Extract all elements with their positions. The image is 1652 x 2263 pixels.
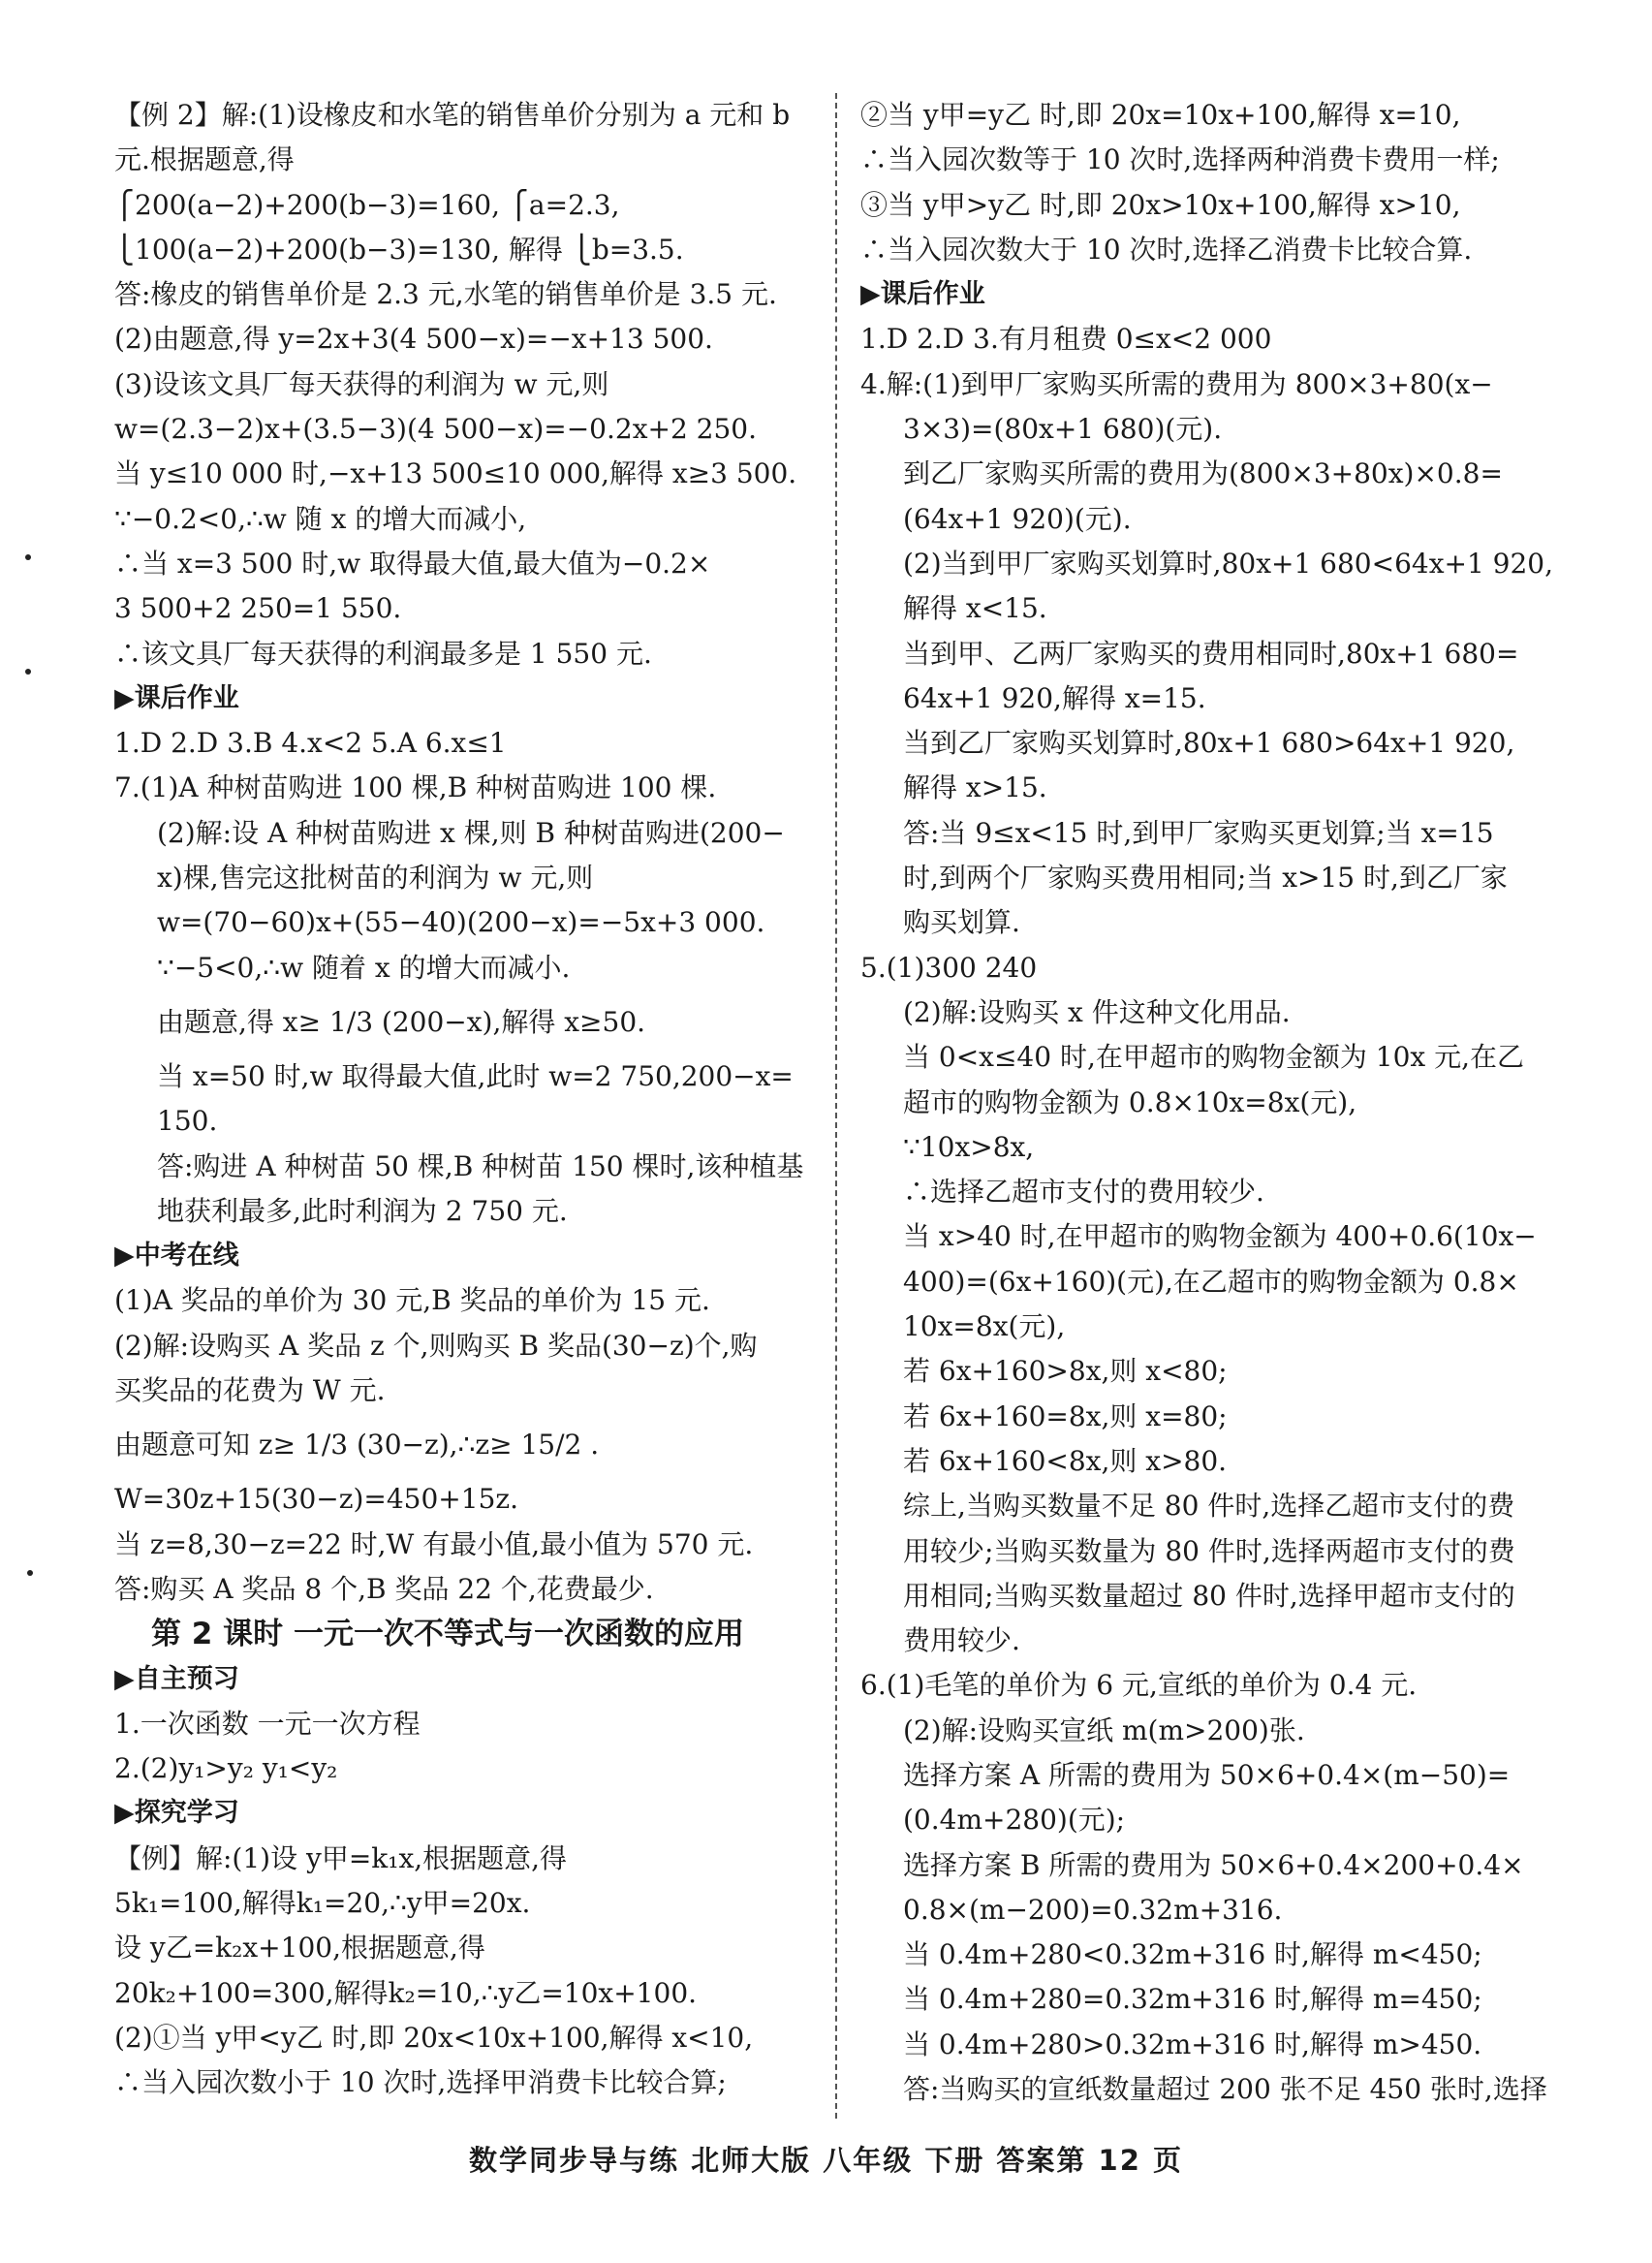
answer-line: 答:当购买的宣纸数量超过 200 张不足 450 张时,选择 bbox=[903, 2073, 1547, 2106]
answer-line: 当到乙厂家购买划算时,80x+1 680>64x+1 920, bbox=[903, 727, 1515, 760]
left-column bbox=[114, 93, 812, 2105]
answer-line: 超市的购物金额为 0.8×10x=8x(元), bbox=[903, 1085, 1357, 1118]
answer-line: 当到甲、乙两厂家购买的费用相同时,80x+1 680= bbox=[903, 637, 1519, 670]
answer-line: 选择方案 B 所需的费用为 50×6+0.4×200+0.4× bbox=[903, 1848, 1524, 1881]
answer-line: 买奖品的花费为 W 元. bbox=[114, 1374, 386, 1407]
answer-line: 当 0<x≤40 时,在甲超市的购物金额为 10x 元,在乙 bbox=[903, 1041, 1524, 1074]
answer-line: ▶课后作业 bbox=[860, 279, 985, 310]
answer-line: 若 6x+160=8x,则 x=80; bbox=[903, 1399, 1228, 1432]
answer-line: 4.解:(1)到甲厂家购买所需的费用为 800×3+80(x− bbox=[860, 367, 1493, 400]
answer-line: w=(70−60)x+(55−40)(200−x)=−5x+3 000. bbox=[157, 906, 765, 939]
answer-line: 综上,当购买数量不足 80 件时,选择乙超市支付的费 bbox=[903, 1490, 1515, 1523]
answer-line: ∴选择乙超市支付的费用较少. bbox=[903, 1176, 1264, 1209]
answer-line: ∵10x>8x, bbox=[903, 1130, 1035, 1163]
answer-line: (0.4m+280)(元); bbox=[903, 1804, 1126, 1837]
answer-line: 64x+1 920,解得 x=15. bbox=[903, 681, 1206, 714]
answer-line: 答:购买 A 奖品 8 个,B 奖品 22 个,花费最少. bbox=[114, 1572, 654, 1605]
answer-line: ②当 y甲=y乙 时,即 20x=10x+100,解得 x=10, bbox=[860, 99, 1461, 131]
answer-line: 3×3)=(80x+1 680)(元). bbox=[903, 413, 1223, 446]
answer-line: 购买划算. bbox=[903, 906, 1020, 939]
scan-speck bbox=[25, 554, 31, 560]
answer-line: 用较少;当购买数量为 80 件时,选择两超市支付的费 bbox=[903, 1534, 1515, 1567]
answer-line: 当 0.4m+280<0.32m+316 时,解得 m<450; bbox=[903, 1938, 1482, 1971]
answer-line: 5.(1)300 240 bbox=[860, 951, 1038, 984]
answer-line: (2)①当 y甲<y乙 时,即 20x<10x+100,解得 x<10, bbox=[114, 2021, 754, 2054]
answer-line: (3)设该文具厂每天获得的利润为 w 元,则 bbox=[114, 367, 609, 400]
answer-line: 答:购进 A 种树苗 50 棵,B 种树苗 150 棵时,该种植基 bbox=[157, 1149, 804, 1182]
answer-line: ∴当入园次数大于 10 次时,选择乙消费卡比较合算. bbox=[860, 233, 1473, 266]
answer-line: 当 0.4m+280=0.32m+316 时,解得 m=450; bbox=[903, 1983, 1482, 2016]
answer-line: ▶课后作业 bbox=[114, 682, 239, 713]
answer-line: 20k₂+100=300,解得k₂=10,∴y乙=10x+100. bbox=[114, 1976, 698, 2009]
answer-line: 【例】解:(1)设 y甲=k₁x,根据题意,得 bbox=[114, 1841, 568, 1874]
scan-speck bbox=[27, 1570, 33, 1576]
answer-line: 7.(1)A 种树苗购进 100 棵,B 种树苗购进 100 棵. bbox=[114, 771, 717, 804]
answer-line: (2)解:设购买 x 件这种文化用品. bbox=[903, 995, 1291, 1028]
answer-line: ∵−0.2<0,∴w 随 x 的增大而减小, bbox=[114, 502, 527, 535]
answer-line: 由题意,得 x≥ 1/3 (200−x),解得 x≥50. bbox=[157, 1005, 646, 1038]
answer-line: 由题意可知 z≥ 1/3 (30−z),∴z≥ 15/2 . bbox=[114, 1429, 600, 1462]
answer-line: 当 y≤10 000 时,−x+13 500≤10 000,解得 x≥3 500. bbox=[114, 457, 797, 490]
answer-line: ∴当 x=3 500 时,w 取得最大值,最大值为−0.2× bbox=[114, 547, 711, 580]
answer-line: ∴当入园次数等于 10 次时,选择两种消费卡费用一样; bbox=[860, 143, 1500, 176]
answer-line: ▶自主预习 bbox=[114, 1663, 239, 1694]
answer-line: 150. bbox=[157, 1105, 218, 1138]
answer-line: ⎧200(a−2)+200(b−3)=160, ⎧a=2.3, bbox=[114, 188, 620, 221]
answer-line: 解得 x<15. bbox=[903, 592, 1047, 625]
answer-line: 元.根据题意,得 bbox=[114, 143, 295, 176]
answer-line: ⎩100(a−2)+200(b−3)=130, 解得 ⎩b=3.5. bbox=[114, 233, 684, 266]
answer-line: 选择方案 A 所需的费用为 50×6+0.4×(m−50)= bbox=[903, 1758, 1511, 1791]
answer-line: (2)解:设购买 A 奖品 z 个,则购买 B 奖品(30−z)个,购 bbox=[114, 1329, 758, 1362]
answer-line: 答:当 9≤x<15 时,到甲厂家购买更划算;当 x=15 bbox=[903, 816, 1494, 849]
answer-line: 0.8×(m−200)=0.32m+316. bbox=[903, 1893, 1283, 1926]
answer-line: 费用较少. bbox=[903, 1624, 1020, 1657]
scan-speck bbox=[25, 669, 31, 675]
answer-line: 6.(1)毛笔的单价为 6 元,宣纸的单价为 0.4 元. bbox=[860, 1669, 1418, 1702]
answer-line: ∴该文具厂每天获得的利润最多是 1 550 元. bbox=[114, 637, 652, 670]
answer-line: ∴当入园次数小于 10 次时,选择甲消费卡比较合算; bbox=[114, 2066, 727, 2099]
answer-line: ∵−5<0,∴w 随着 x 的增大而减小. bbox=[157, 951, 571, 984]
answer-line: 5k₁=100,解得k₁=20,∴y甲=20x. bbox=[114, 1886, 531, 1919]
column-divider bbox=[835, 93, 837, 2119]
answer-line: 第 2 课时 一元一次不等式与一次函数的应用 bbox=[151, 1617, 744, 1652]
answer-line: 当 0.4m+280>0.32m+316 时,解得 m>450. bbox=[903, 2027, 1482, 2060]
answer-line: 【例 2】解:(1)设橡皮和水笔的销售单价分别为 a 元和 b bbox=[114, 99, 791, 131]
answer-line: 若 6x+160>8x,则 x<80; bbox=[903, 1355, 1228, 1388]
answer-line: 2.(2)y₁>y₂ y₁<y₂ bbox=[114, 1752, 338, 1785]
answer-line: x)棵,售完这批树苗的利润为 w 元,则 bbox=[157, 862, 594, 895]
answer-line: ▶探究学习 bbox=[114, 1798, 239, 1829]
answer-line: 解得 x>15. bbox=[903, 771, 1047, 804]
answer-line: 10x=8x(元), bbox=[903, 1310, 1066, 1343]
answer-line: (2)当到甲厂家购买划算时,80x+1 680<64x+1 920, bbox=[903, 547, 1554, 580]
answer-line: (1)A 奖品的单价为 30 元,B 奖品的单价为 15 元. bbox=[114, 1284, 710, 1317]
answer-line: 当 z=8,30−z=22 时,W 有最小值,最小值为 570 元. bbox=[114, 1527, 754, 1560]
answer-line: (64x+1 920)(元). bbox=[903, 502, 1132, 535]
answer-line: (2)解:设购买宣纸 m(m>200)张. bbox=[903, 1713, 1305, 1746]
answer-line: 当 x=50 时,w 取得最大值,此时 w=2 750,200−x= bbox=[157, 1059, 794, 1092]
answer-line: 1.D 2.D 3.B 4.x<2 5.A 6.x≤1 bbox=[114, 727, 507, 760]
answer-line: 时,到两个厂家购买费用相同;当 x>15 时,到乙厂家 bbox=[903, 862, 1508, 895]
answer-line: ③当 y甲>y乙 时,即 20x>10x+100,解得 x>10, bbox=[860, 188, 1461, 221]
answer-line: w=(2.3−2)x+(3.5−3)(4 500−x)=−0.2x+2 250. bbox=[114, 413, 758, 446]
answer-line: 答:橡皮的销售单价是 2.3 元,水笔的销售单价是 3.5 元. bbox=[114, 278, 777, 311]
answer-line: (2)由题意,得 y=2x+3(4 500−x)=−x+13 500. bbox=[114, 323, 713, 356]
answer-line: 用相同;当购买数量超过 80 件时,选择甲超市支付的 bbox=[903, 1579, 1515, 1612]
answer-line: ▶中考在线 bbox=[114, 1241, 239, 1272]
answer-line: 地获利最多,此时利润为 2 750 元. bbox=[157, 1194, 568, 1227]
answer-line: 当 x>40 时,在甲超市的购物金额为 400+0.6(10x− bbox=[903, 1220, 1537, 1253]
page-footer: 数学同步导与练 北师大版 八年级 下册 答案第 12 页 bbox=[469, 2144, 1183, 2177]
answer-line: 设 y乙=k₂x+100,根据题意,得 bbox=[114, 1932, 485, 1964]
answer-line: 若 6x+160<8x,则 x>80. bbox=[903, 1444, 1228, 1477]
answer-line: 1.一次函数 一元一次方程 bbox=[114, 1707, 421, 1740]
answer-line: 1.D 2.D 3.有月租费 0≤x<2 000 bbox=[860, 323, 1272, 356]
answer-line: W=30z+15(30−z)=450+15z. bbox=[114, 1483, 519, 1516]
answer-line: (2)解:设 A 种树苗购进 x 棵,则 B 种树苗购进(200− bbox=[157, 816, 785, 849]
right-column bbox=[860, 93, 1554, 2112]
answer-line: 400)=(6x+160)(元),在乙超市的购物金额为 0.8× bbox=[903, 1265, 1519, 1298]
answer-line: 3 500+2 250=1 550. bbox=[114, 592, 402, 625]
answer-line: 到乙厂家购买所需的费用为(800×3+80x)×0.8= bbox=[903, 457, 1503, 490]
